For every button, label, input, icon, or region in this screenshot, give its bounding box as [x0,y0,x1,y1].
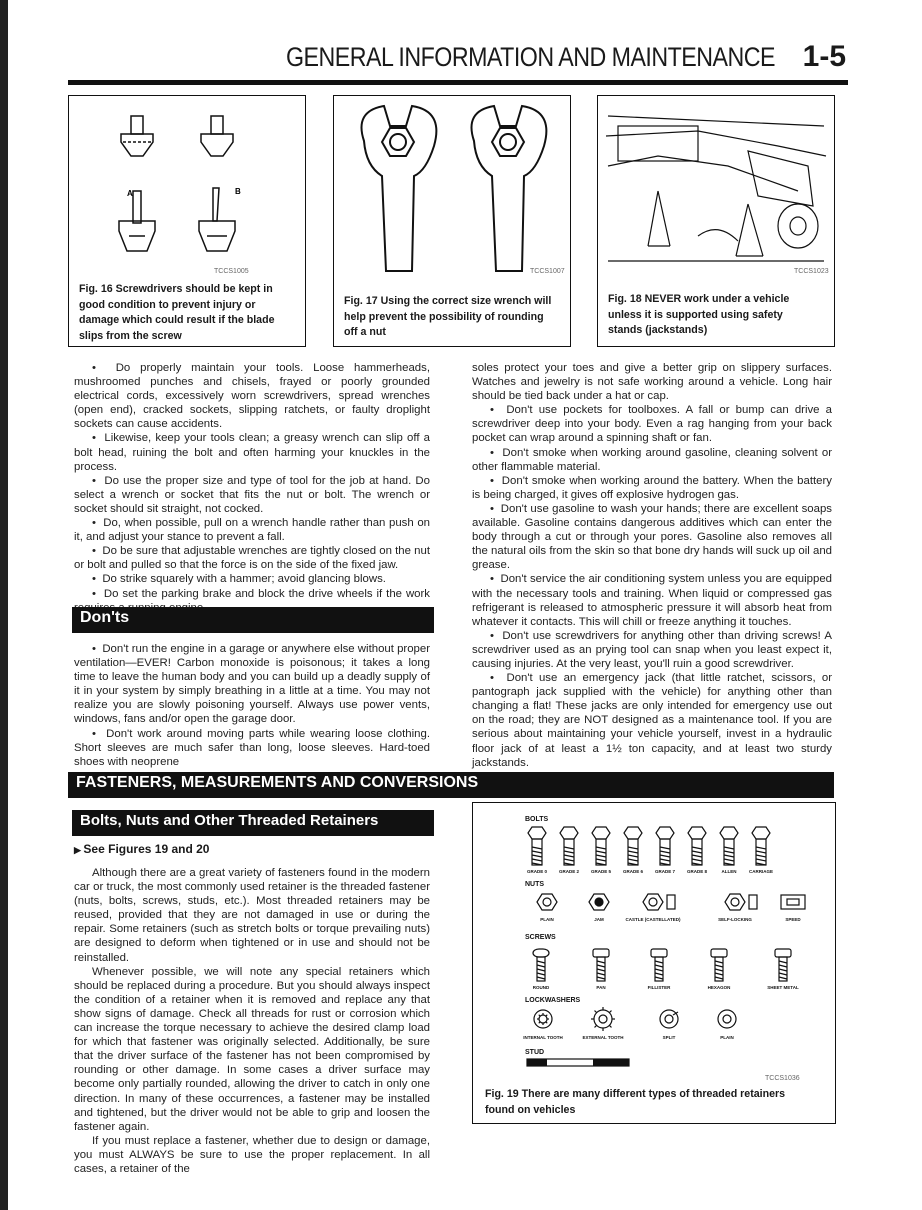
nut-type-label: CASTLE (CASTELLATED) [625,917,681,922]
screws-label: SCREWS [525,934,556,941]
list-item: • Do, when possible, pull on a wrench handle rather than push on it, and adjust your stance to prevent a fall. [74,516,430,544]
screw-type-label: SHEET METAL [767,985,799,990]
bolts-label: BOLTS [525,816,549,823]
screw-type-label: FILLISTER [647,985,671,990]
bolt-grade-label: GRADE 0 [526,869,548,874]
screw-icon [711,949,727,981]
screw-type-label: PAN [596,985,606,990]
figure-code: TCCS1023 [794,268,829,275]
nut-icon [781,895,805,909]
figure-code: TCCS1005 [214,268,249,275]
fasteners-text [74,866,430,1176]
subsection-heading: Bolts, Nuts and Other Threaded Retainers [72,810,434,836]
bolt-icon [592,827,610,865]
continued-text: soles protect your toes and give a better grip on slippery surfaces. Watches and jewelry is not safe working around a vehicle. Long hair should be tied back under a hat or cap. [472,362,832,403]
list-item: • Do use the proper size and type of tool for the job at hand. Do select a wrench or socket that fits the nut or bolt. The wrench or socket should sit straight, not cocked. [74,474,430,516]
header-rule [68,80,848,85]
lockwasher-type-label: EXTERNAL TOOTH [582,1035,624,1040]
nut-icon [725,894,757,910]
nut-type-label: SELF-LOCKING [718,917,752,922]
label-b: B [235,187,241,196]
lockwasher-type-label: INTERNAL TOOTH [523,1035,563,1040]
list-item: • Do properly maintain your tools. Loose hammerheads, mushroomed punches and chisels, frayed or poorly grounded electrical cords, excessively worn screwdrivers, spread wrenches (open end), cracked sockets, slipping ratchets, or faulty droplight sockets can cause accidents. [74,361,430,431]
nut-type-label: PLAIN [540,917,554,922]
list-item: • Do strike squarely with a hammer; avoid glancing blows. [74,572,430,586]
wrench-illustration [334,96,570,276]
bolt-icon [560,827,578,865]
screw-icon [651,949,667,981]
bolt-grade-label: GRADE 6 [622,869,644,874]
bolt-grade-label: GRADE 8 [686,869,708,874]
paragraph: Whenever possible, we will note any special retainers which should be replaced during a procedure. But you should always inspect the condition of a retainer when it is removed and replace any that show signs of damage. Check all threads for rust or corrosion which can increase the torque necessary to achieve the desired clamp load for which that fastener was originally selected. Additionally, be sure that the driver surface of the fastener has not been compromised by rounding or other damage. In some cases a driver surface may become only partially rounded, allowing the driver to catch in only one direction. In many of these occurrences, a fastener may be installed and tightened, but the driver would not be able to grip and loosen the fastener again. [74,965,430,1133]
bolt-icon [752,827,770,865]
bolt-grade-label: CARRIAGE [748,869,774,874]
bolt-icon [720,827,738,865]
lockwasher-icon [660,1010,678,1028]
paragraph: If you must replace a fastener, whether due to design or damage, you must ALWAYS be sure to use the proper replacement. In all cases, a retainer of the [74,1134,430,1175]
list-item: • Don't use pockets for toolboxes. A fall or bump can drive a screwdriver deep into your body. Even a rag hanging from your back pocket can wrap around a spinning shaft or fan. [472,403,832,445]
bolt-icon [528,827,546,865]
stud-icon [527,1059,629,1066]
bolt-grade-label: ALLEN [721,869,737,874]
jackstand-illustration [598,96,834,276]
donts-text [74,642,430,769]
nut-icon [643,894,675,910]
fastener-chart [473,803,835,1073]
chapter-title: GENERAL INFORMATION AND MAINTENANCE [286,42,775,72]
see-figures: ▶ See Figures 19 and 20 [74,842,209,856]
section-heading: FASTENERS, MEASUREMENTS AND CONVERSIONS [68,772,834,798]
list-item: • Don't use gasoline to wash your hands; there are excellent soaps available. Gasoline contains dangerous additives which can enter the body through a cut or through your pores. Gasoline also removes all the natural oils from the skin so that bone dry hands will suck up oil and grease. [472,502,832,572]
nut-icon [589,894,609,910]
nut-type-label: JAM [594,917,604,922]
figure-16 [68,95,306,347]
lockwasher-type-label: PLAIN [720,1035,734,1040]
list-item: • Don't smoke when working around the battery. When the battery is being charged, it gives off explosive hydrogen gas. [472,474,832,502]
bolt-icon [688,827,706,865]
list-item: • Likewise, keep your tools clean; a greasy wrench can slip off a bolt head, ruining the bolt and often harming your knuckles in the process. [74,431,430,473]
figure-17 [333,95,571,347]
label-a: A [127,189,133,198]
list-item: • Don't use screwdrivers for anything other than driving screws! A screwdriver used as an prying tool can snap when you least expect it, causing injuries. At the very least, you'll ruin a good screwdriver. [472,629,832,671]
right-column-text [472,361,832,770]
nut-icon [537,894,557,910]
lockwashers-label: LOCKWASHERS [525,997,581,1004]
bolt-grade-label: GRADE 7 [654,869,676,874]
figure-caption: Fig. 19 There are many different types of threaded retainers found on vehicles [485,1088,786,1116]
list-item: • Don't smoke when working around gasoline, cleaning solvent or other flammable material. [472,446,832,474]
lockwasher-type-label: SPLIT [662,1035,676,1040]
page-number: 1-5 [802,40,846,73]
donts-heading: Don'ts [72,607,434,633]
figure-caption: Fig. 16 Screwdrivers should be kept in good condition to prevent injury or damage which could result if the blade slips from the screw [79,283,275,342]
lockwasher-icon [591,1007,615,1031]
bolt-grade-label: GRADE 5 [590,869,612,874]
screwdriver-illustration [69,96,305,266]
page-header [286,40,846,74]
bolt-icon [624,827,642,865]
bolt-grade-label: GRADE 2 [558,869,580,874]
figure-code: TCCS1036 [765,1075,800,1082]
list-item: • Do set the parking brake and block the drive wheels if the work [74,587,430,615]
stud-label: STUD [525,1049,545,1056]
paragraph: Although there are a great variety of fasteners found in the modern car or truck, the most commonly used retainer is the threaded fastener (nuts, bolts, screws, studs, etc.). Most threaded retainers may be reused, provided that they are not damaged in use or during the repair. Some retainers (such as stretch bolts or torque prevailing nuts) are designed to deform when tightened or in use and should not be reinstalled. [74,867,430,964]
figure-18 [597,95,835,347]
left-column-text [74,361,430,615]
screw-icon [593,949,609,981]
figure-code: TCCS1007 [530,268,565,275]
screw-type-label: HEXAGON [707,985,731,990]
list-item: • Don't service the air conditioning system unless you are equipped with the necessary tools and training. When liquid or compressed gas refrigerant is released to atmospheric pressure it will absorb heat from whatever it contacts. This will chill or freeze anything it touches. [472,572,832,628]
page-edge [0,0,8,1210]
list-item: • Don't run the engine in a garage or anywhere else without proper ventilation—EVER! Carbon monoxide is poisonous; it takes a long time to leave the human body and you can build up a deadly supply of it in your system by simply breathing in a little at a time. You may not realize you are slowly poisoning yourself. Always use power vents, windows, fans and/or open the garage door. [74,642,430,727]
list-item: • Do be sure that adjustable wrenches are tightly closed on the nut or bolt and pulled so that the force is on the side of the fixed jaw. [74,544,430,572]
lockwasher-icon [718,1010,736,1028]
figure-caption: Fig. 18 NEVER work under a vehicle unless it is supported using safety stands (jackstands) [608,293,790,336]
screw-type-label: ROUND [532,985,550,990]
lockwasher-icon [534,1010,552,1028]
bolt-icons [528,827,770,865]
screw-icon [533,949,549,981]
list-item: • Don't use an emergency jack (that little ratchet, scissors, or pantograph jack supplied with the vehicle) for anything other than changing a flat! These jacks are only intended for emergency use out on the road; they are NOT designed as a maintenance tool. If you are serious about maintaining your vehicle yourself, invest in a hydraulic floor jack of at least a 1½ ton capacity, and at least two sturdy jackstands. [472,671,832,770]
figure-caption: Fig. 17 Using the correct size wrench will help prevent the possibility of rounding off a nut [344,295,552,338]
bolt-icon [656,827,674,865]
list-item: • Don't work around moving parts while wearing loose clothing. Short sleeves are much safer than long, loose sleeves. Hard-toed shoes with neoprene [74,727,430,769]
nuts-label: NUTS [525,881,545,888]
figure-19 [472,802,836,1124]
screw-icon [775,949,791,981]
nut-type-label: SPEED [785,917,801,922]
